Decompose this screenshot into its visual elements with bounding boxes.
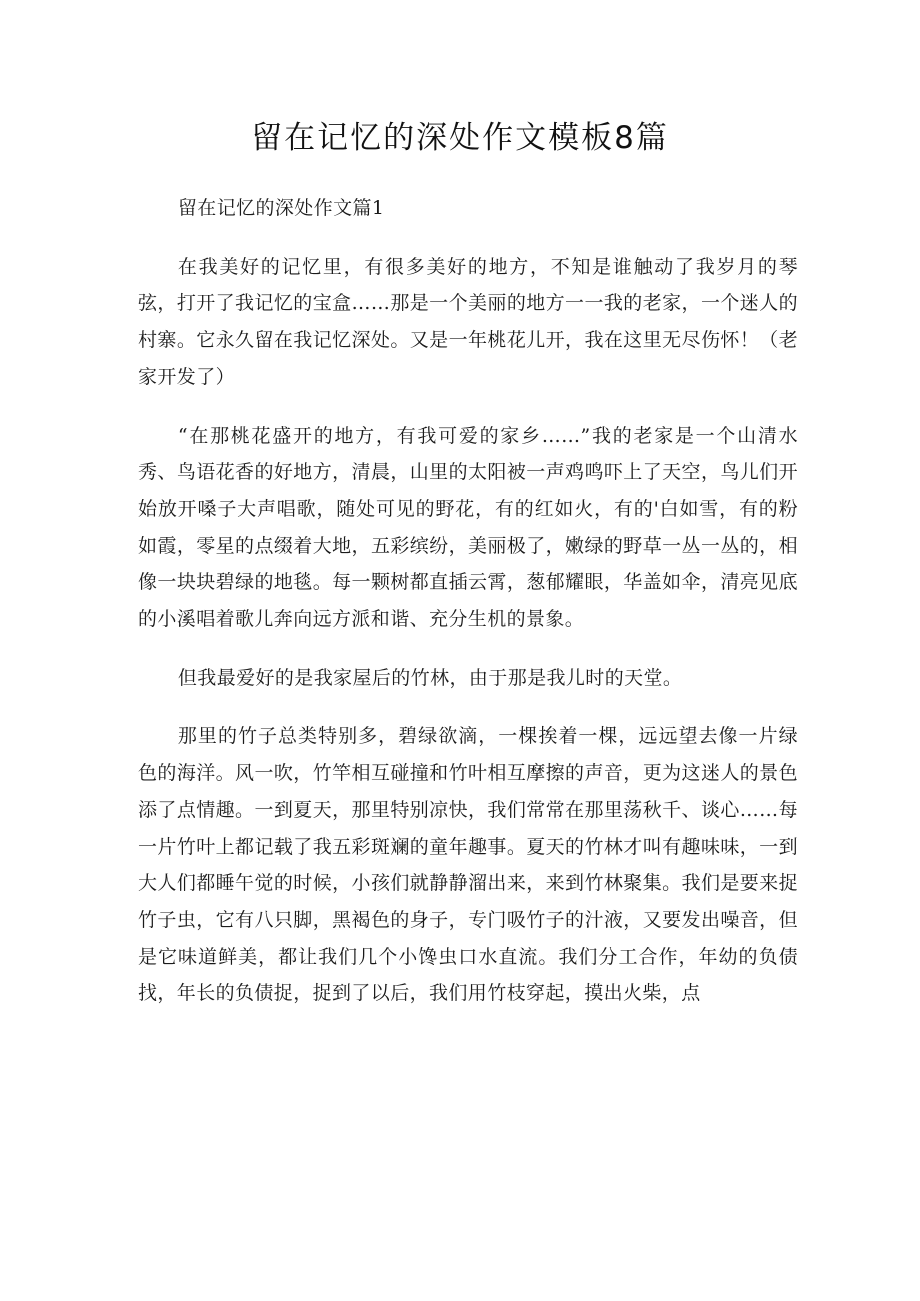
paragraph: 在我美好的记忆里，有很多美好的地方，不知是谁触动了我岁月的琴弦，打开了我记忆的宝盒……那是一个美丽的地方一一我的老家，一个迷人的村寨。它永久留在我记忆深处。又是一年桃花儿开，我在这里无尽伤怀！（老家开发了） [138, 255, 798, 388]
document-body [138, 190, 798, 1012]
paragraph: 那里的竹子总类特别多，碧绿欲滴，一棵挨着一棵，远远望去像一片绿色的海洋。风一吹，竹竿相互碰撞和竹叶相互摩擦的声音，更为这迷人的景色添了点情趣。一到夏天，那里特别凉快，我们常常在那里荡秋千、谈心……每一片竹叶上都记载了我五彩斑斓的童年趣事。夏天的竹林才叫有趣味味，一到大人们都睡午觉的时候，小孩们就静静溜出来，来到竹林聚集。我们是要来捉竹子虫，它有八只脚，黑褐色的身子，专门吸竹子的汁液，又要发出噪音，但是它味道鲜美，都让我们几个小馋虫口水直流。我们分工合作，年幼的负债找，年长的负债捉，捉到了以后，我们用竹枝穿起，摸出火柴，点 [138, 725, 798, 1005]
paragraph: 但我最爱好的是我家屋后的竹林，由于那是我儿时的天堂。 [177, 666, 683, 689]
document-title: 留在记忆的深处作文模板8篇 [251, 120, 669, 156]
paragraph: “在那桃花盛开的地方，有我可爱的家乡……”我的老家是一个山清水秀、鸟语花香的好地方，清晨，山里的太阳被一声鸡鸣吓上了天空，鸟儿们开始放开嗓子大声唱歌，随处可见的野花，有的红如火，有的'白如雪，有的粉如霞，零星的点缀着大地，五彩缤纷，美丽极了，嫩绿的野草一丛一丛的，相像一块块碧绿的地毯。每一颗树都直插云霄，葱郁耀眼，华盖如伞，清亮见底的小溪唱着歌儿奔向远方派和谐、充分生机的景象。 [138, 424, 798, 631]
section-heading: 留在记忆的深处作文篇1 [177, 197, 385, 219]
